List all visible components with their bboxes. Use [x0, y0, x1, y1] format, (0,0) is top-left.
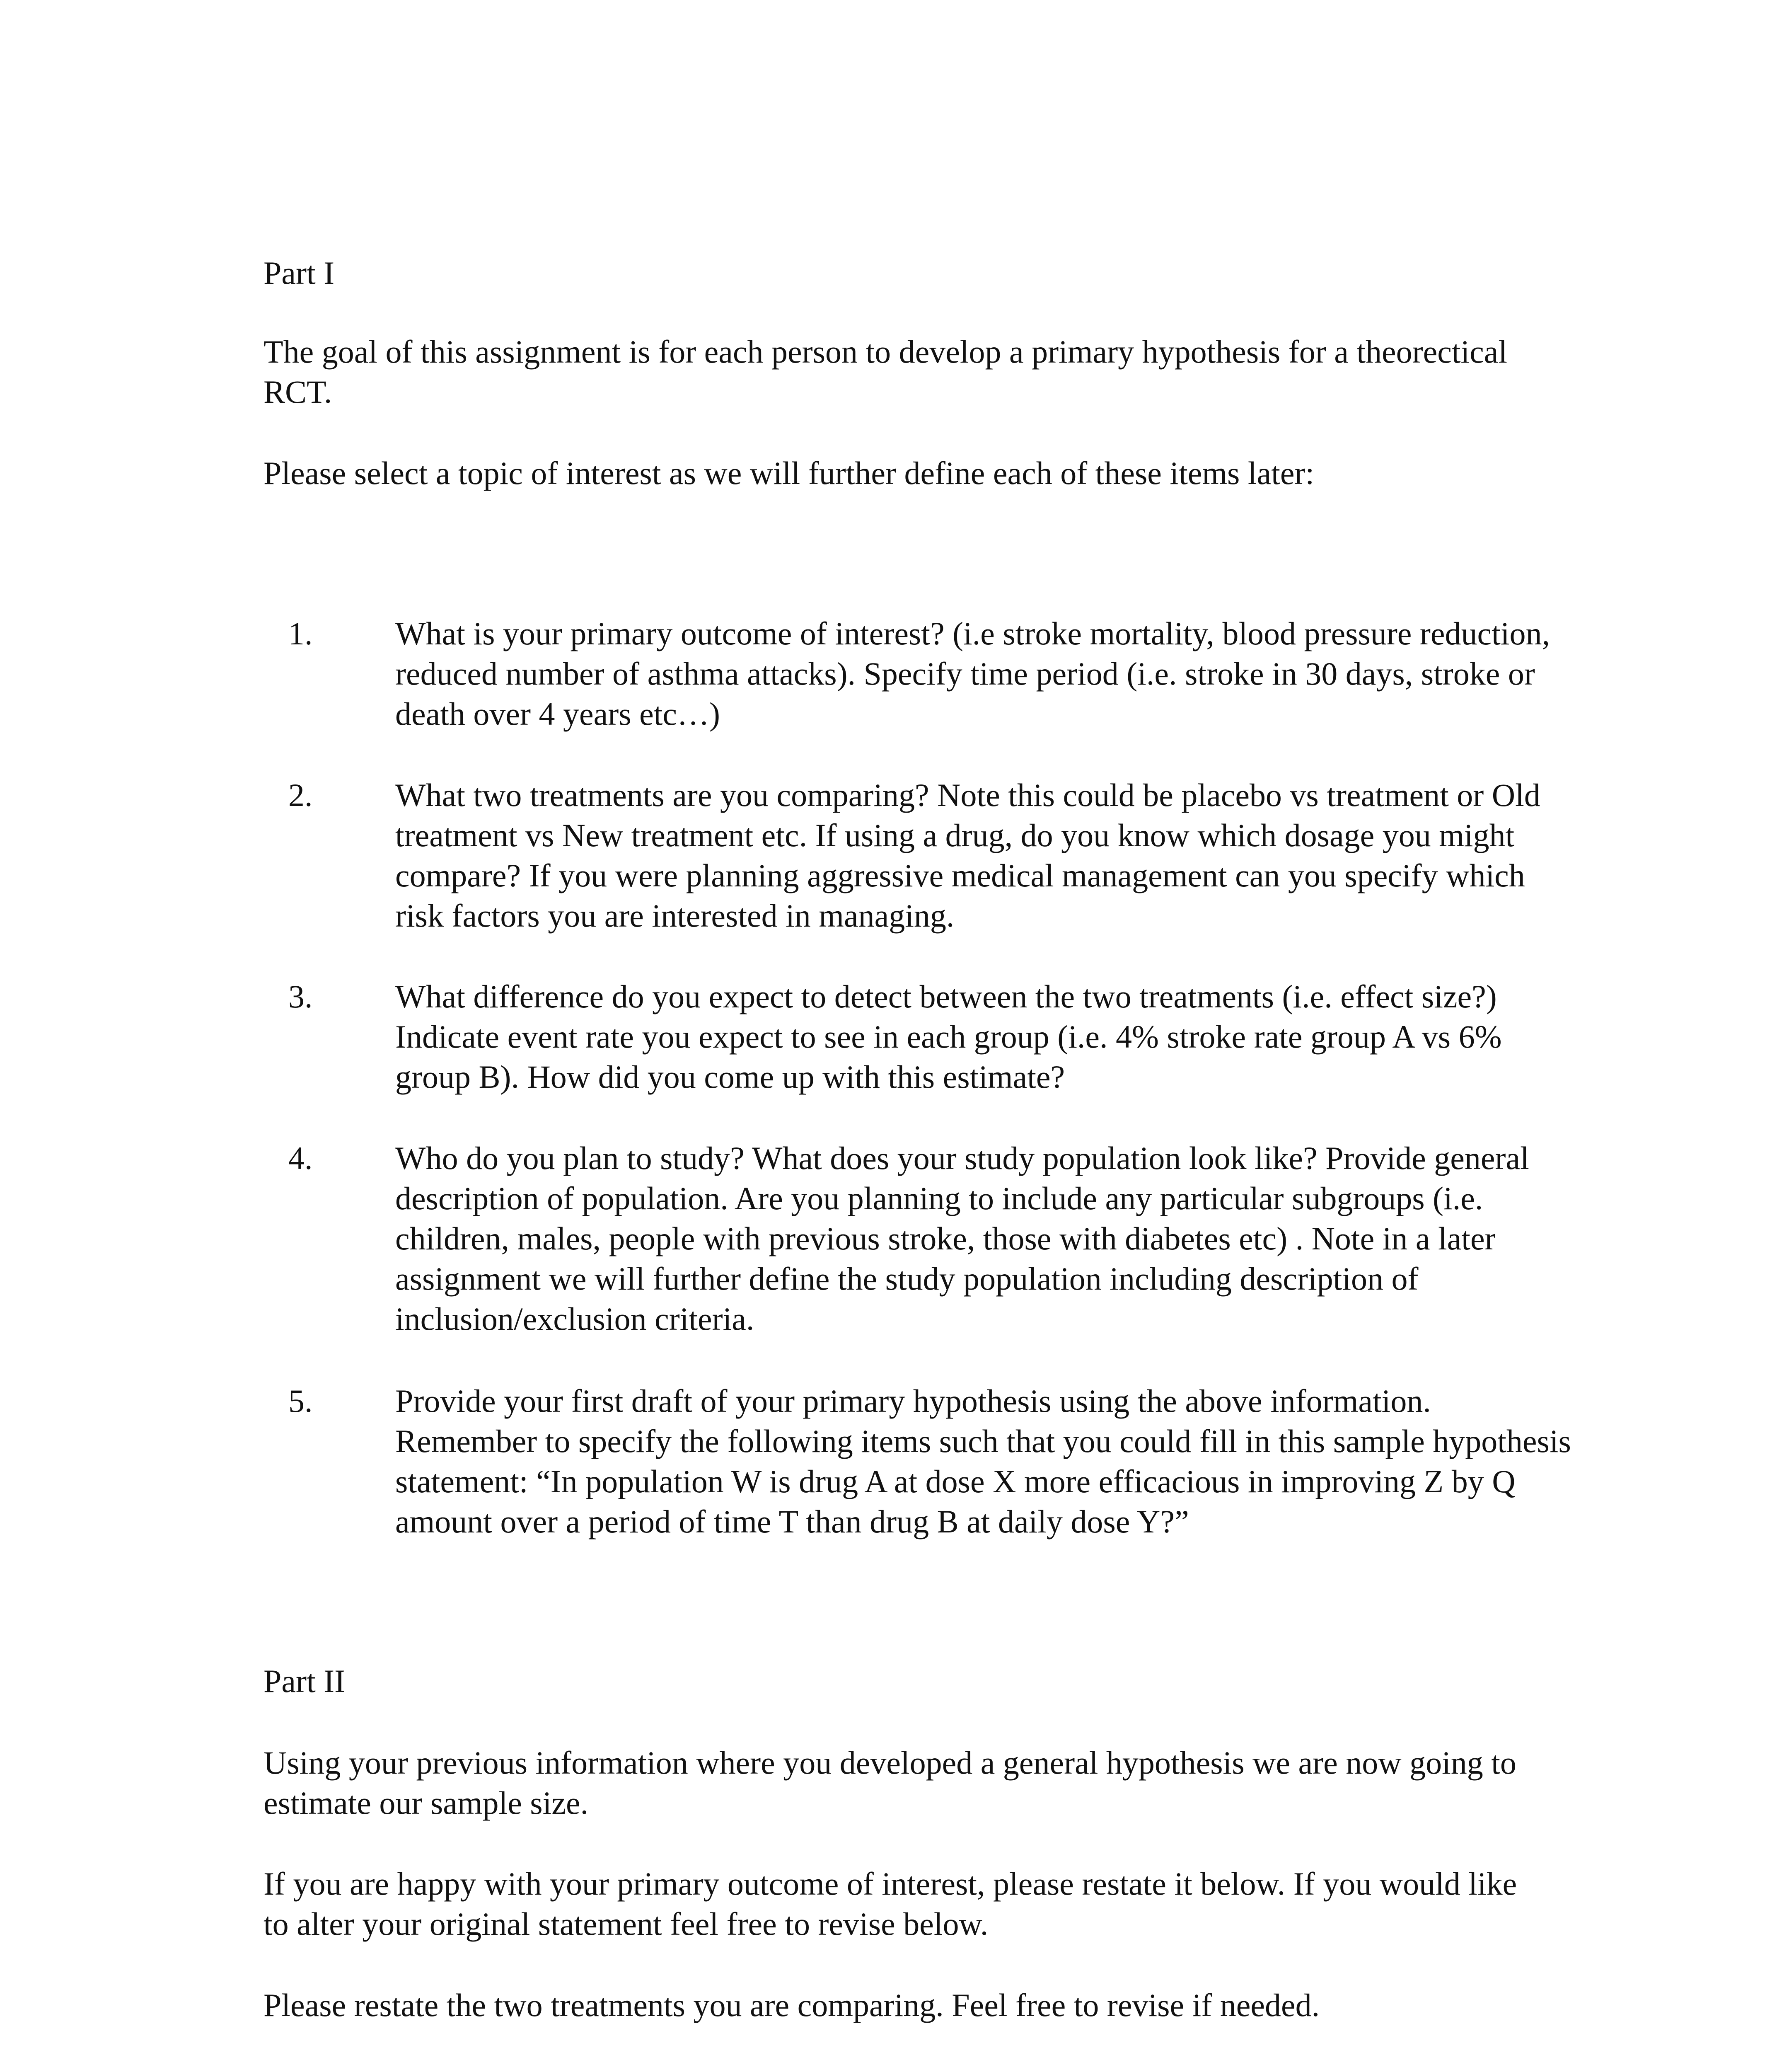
question-text: What two treatments are you comparing? Note this could be placebo vs treatment or Old treatment vs New treatment etc. If using a drug, do you know which dosage you might compare? If you were planning aggressive medical management can you specify which risk factors you are interested in managing. — [395, 777, 1540, 934]
question-text: What is your primary outcome of interest? (i.e stroke mortality, blood pressure reduction, reduced number of asthma attacks). Specify time period (i.e. stroke in 30 days, stroke or death over 4 years etc…) — [395, 615, 1550, 732]
question-text: What difference do you expect to detect between the two treatments (i.e. effect size?) Indicate event rate you expect to see in each group (i.e. 4% stroke rate group A vs 6% group B). How did you come up with this estimate? — [395, 978, 1502, 1095]
question-text: Who do you plan to study? What does your study population look like? Provide general description of population. Are you planning to include any particular subgroups (i.e. children, males, people with previous stroke, those with diabetes etc) . Note in a later assignment we will further define the study population including description of inclusion/exclusion criteria. — [395, 1140, 1529, 1337]
question-text: Provide your first draft of your primary hypothesis using the above information. Remember to specify the following items such that you could fill in this sample hypothesis statement: “In population W is drug A at dose X more efficacious in improving Z by Q amount over a period of time T than drug B at daily dose Y?” — [395, 1383, 1571, 1539]
part-1-intro: The goal of this assignment is for each person to develop a primary hypothesis for a theorectical RCT. — [264, 334, 1508, 410]
part-2-paragraph-3: Please restate the two treatments you are comparing. Feel free to revise if needed. — [264, 1987, 1320, 2023]
part-1-instruction: Please select a topic of interest as we will further define each of these items later: — [264, 455, 1315, 491]
part-1-heading: Part I — [264, 255, 335, 291]
part-2-heading: Part II — [264, 1663, 346, 1699]
question-number: 4. — [288, 1140, 313, 1176]
question-number: 1. — [288, 615, 313, 651]
part-2-paragraph-2: If you are happy with your primary outcome of interest, please restate it below. If you would like to alter your original statement feel free to revise below. — [264, 1866, 1517, 1942]
part-2-paragraph-1: Using your previous information where you developed a general hypothesis we are now going to estimate our sample size. — [264, 1745, 1516, 1821]
question-number: 2. — [288, 777, 313, 813]
question-number: 3. — [288, 978, 313, 1014]
question-number: 5. — [288, 1383, 313, 1419]
